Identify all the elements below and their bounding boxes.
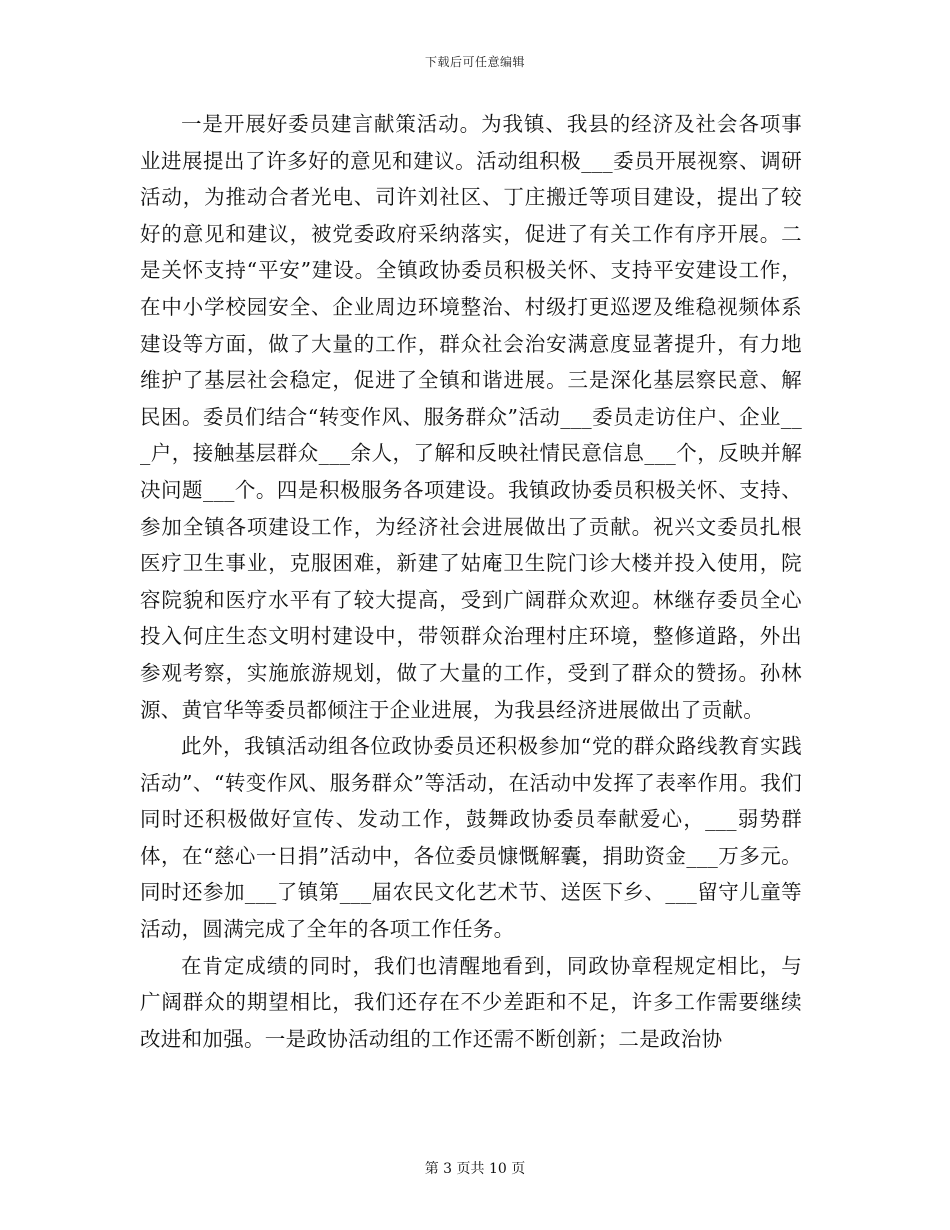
document-body [140,106,802,1057]
page-header-note: 下载后可任意编辑 [424,55,525,69]
paragraph-achievements: 一是开展好委员建言献策活动。为我镇、我县的经济及社会各项事业进展提出了许多好的意见和建议。活动组积极___委员开展视察、调研活动，为推动合者光电、司许刘社区、丁庄搬迁等项目建设，提出了较好的意见和建议，被党委政府采纳落实，促进了有关工作有序开展。二是关怀支持“平安”建设。全镇政协委员积极关怀、支持平安建设工作，在中小学校园安全、企业周边环境整治、村级打更巡逻及维稳视频体系建设等方面，做了大量的工作，群众社会治安满意度显著提升，有力地维护了基层社会稳定，促进了全镇和谐进展。三是深化基层察民意、解民困。委员们结合“转变作风、服务群众”活动___委员走访住户、企业___户，接触基层群众___余人，了解和反映社情民意信息___个，反映并解决问题___个。四是积极服务各项建设。我镇政协委员积极关怀、支持、参加全镇各项建设工作，为经济社会进展做出了贡献。祝兴文委员扎根医疗卫生事业，克服困难，新建了姑庵卫生院门诊大楼并投入使用，院容院貌和医疗水平有了较大提高，受到广阔群众欢迎。林继存委员全心投入何庄生态文明村建设中，带领群众治理村庄环境，整修道路，外出参观考察，实施旅游规划，做了大量的工作，受到了群众的赞扬。孙林源、黄官华等委员都倾注于企业进展，为我县经济进展做出了贡献。 [140,112,802,722]
page-number-footer: 第 3 页共 10 页 [424,1161,526,1177]
paragraph-shortcomings: 在肯定成绩的同时，我们也清醒地看到，同政协章程规定相比，与广阔群众的期望相比，我们还存在不少差距和不足，许多工作需要继续改进和加强。一是政协活动组的工作还需不断创新；二是政治协 [140,953,802,1051]
paragraph-activities: 此外，我镇活动组各位政协委员还积极参加“党的群众路线教育实践活动”、“转变作风、服务群众”等活动，在活动中发挥了表率作用。我们同时还积极做好宣传、发动工作，鼓舞政协委员奉献爱心，___弱势群体，在“慈心一日捐”活动中，各位委员慷慨解囊，捐助资金___万多元。同时还参加___了镇第___届农民文化艺术节、送医下乡、___留守儿童等活动，圆满完成了全年的各项工作任务。 [140,734,802,942]
